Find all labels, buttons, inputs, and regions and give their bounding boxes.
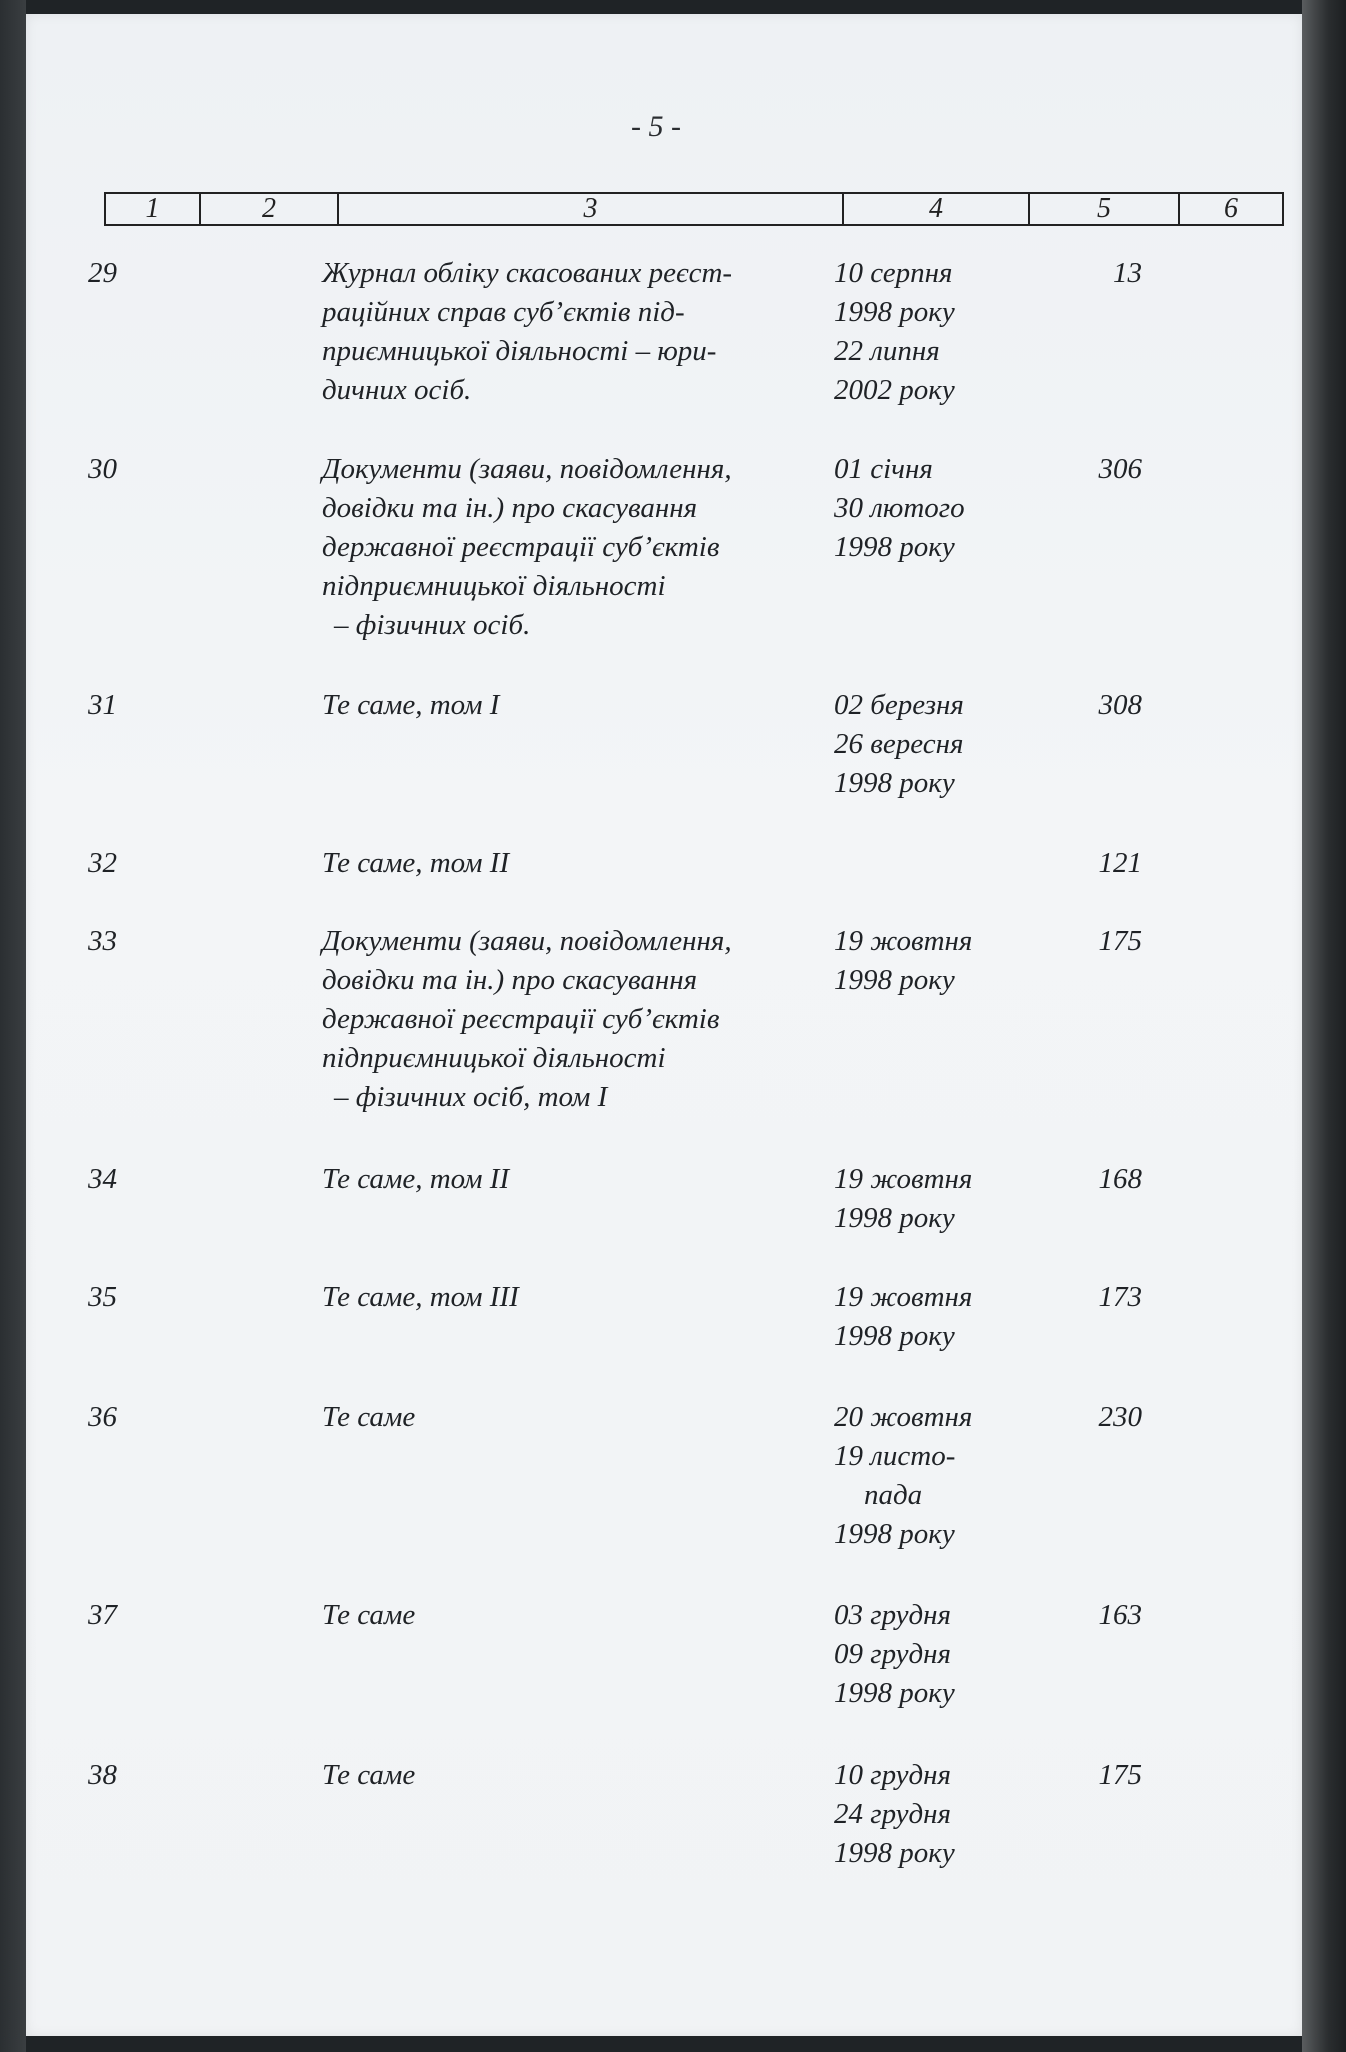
item-sheet-count: 230: [1098, 1401, 1142, 1433]
item-number: 38: [88, 1759, 117, 1791]
item-title-line: дичних осіб.: [322, 374, 472, 406]
item-number: 32: [88, 847, 117, 879]
item-title-line: Документи (заяви, повідомлення,: [322, 453, 732, 485]
item-dates: [834, 254, 1034, 410]
item-title-line: державної реєстрації суб’єктів: [322, 531, 720, 563]
item-number: 29: [88, 257, 117, 289]
item-date-line: 1998 року: [834, 1518, 955, 1550]
item-date-line: 1998 року: [834, 1837, 955, 1869]
item-number: 31: [88, 689, 117, 721]
scan-left-edge: [0, 0, 26, 2052]
item-date-line: 24 грудня: [834, 1798, 952, 1830]
item-date-line: 26 вересня: [834, 728, 964, 760]
item-sheet-count: 13: [1113, 257, 1142, 289]
column-header-3: 3: [339, 194, 844, 224]
column-header-2: 2: [201, 194, 339, 224]
item-dates: [834, 1596, 1034, 1713]
item-date-line: 20 жовтня: [834, 1401, 973, 1433]
item-title-line: Те саме, том ІІІ: [322, 1281, 519, 1313]
item-title: [322, 844, 822, 883]
item-date-line: 30 лютого: [834, 492, 965, 524]
page-number: - 5 -: [631, 110, 681, 143]
item-sheet-count: 175: [1098, 925, 1142, 957]
item-dates: [834, 686, 1034, 803]
item-date-line: 1998 року: [834, 964, 955, 996]
column-header-6: 6: [1224, 193, 1238, 224]
item-dates: [834, 1160, 1034, 1238]
item-date-line: пада: [864, 1479, 923, 1511]
item-sheet-count: 308: [1098, 689, 1142, 721]
item-number: 30: [88, 453, 117, 485]
item-sheet-count: 175: [1098, 1759, 1142, 1791]
item-date-line: 19 жовтня: [834, 1281, 973, 1313]
item-title-line: підприємницької діяльності: [322, 570, 666, 602]
item-number: 37: [88, 1599, 117, 1631]
item-sheet-count: 173: [1098, 1281, 1142, 1313]
item-title: [322, 922, 822, 1117]
item-title: [322, 1596, 822, 1635]
item-number: 33: [88, 925, 117, 957]
item-title: [322, 686, 822, 725]
item-dates: [834, 1756, 1034, 1873]
item-title: [322, 1398, 822, 1437]
item-date-line: 02 березня: [834, 689, 964, 721]
column-header-4: 4: [844, 194, 1030, 224]
item-number: 35: [88, 1281, 117, 1313]
item-date-line: 1998 року: [834, 296, 955, 328]
item-dates: [834, 450, 1034, 567]
item-sheet-count: 121: [1098, 847, 1142, 879]
item-dates: [834, 1278, 1034, 1356]
item-sheet-count: 163: [1098, 1599, 1142, 1631]
column-header-1: 1: [106, 194, 201, 224]
document-page: [26, 14, 1302, 2036]
item-title-line: Те саме, том ІІ: [322, 1163, 510, 1195]
item-dates: [834, 922, 1034, 1000]
item-title-line: довідки та ін.) про скасування: [322, 492, 698, 524]
item-date-line: 19 жовтня: [834, 925, 973, 957]
item-date-line: 09 грудня: [834, 1638, 952, 1670]
item-title-line: Те саме: [322, 1401, 416, 1433]
item-sheet-count: 168: [1098, 1163, 1142, 1195]
item-title-line: Те саме, том ІІ: [322, 847, 510, 879]
item-sheet-count: 306: [1098, 453, 1142, 485]
item-title-line: приємницької діяльності – юри-: [322, 335, 717, 367]
item-number: 36: [88, 1401, 117, 1433]
item-title-line: – фізичних осіб, том І: [334, 1081, 608, 1113]
item-title: [322, 1278, 822, 1317]
item-date-line: 03 грудня: [834, 1599, 952, 1631]
item-title-line: Журнал обліку скасованих реєст-: [322, 257, 733, 289]
item-date-line: 10 серпня: [834, 257, 953, 289]
item-title: [322, 450, 822, 645]
item-date-line: 1998 року: [834, 531, 955, 563]
scan-right-edge: [1302, 0, 1346, 2052]
item-title-line: – фізичних осіб.: [334, 609, 531, 641]
item-title-line: Документи (заяви, повідомлення,: [322, 925, 732, 957]
item-title: [322, 1756, 822, 1795]
item-date-line: 22 липня: [834, 335, 940, 367]
item-title-line: довідки та ін.) про скасування: [322, 964, 698, 996]
item-date-line: 1998 року: [834, 1320, 955, 1352]
item-title-line: підприємницької діяльності: [322, 1042, 666, 1074]
item-number: 34: [88, 1163, 117, 1195]
item-date-line: 01 січня: [834, 453, 933, 485]
item-title-line: Те саме: [322, 1599, 416, 1631]
item-title: [322, 1160, 822, 1199]
column-header-table: [104, 192, 1284, 226]
column-header-5: 5: [1030, 194, 1180, 224]
item-title-line: Те саме: [322, 1759, 416, 1791]
item-title-line: державної реєстрації суб’єктів: [322, 1003, 720, 1035]
item-title-line: Те саме, том І: [322, 689, 500, 721]
item-date-line: 1998 року: [834, 767, 955, 799]
item-date-line: 19 листо-: [834, 1440, 956, 1472]
item-date-line: 19 жовтня: [834, 1163, 973, 1195]
item-title-line: раційних справ суб’єктів під-: [322, 296, 685, 328]
item-dates: [834, 1398, 1034, 1554]
item-title: [322, 254, 822, 410]
item-date-line: 10 грудня: [834, 1759, 952, 1791]
item-date-line: 1998 року: [834, 1202, 955, 1234]
item-date-line: 1998 року: [834, 1677, 955, 1709]
item-date-line: 2002 року: [834, 374, 955, 406]
